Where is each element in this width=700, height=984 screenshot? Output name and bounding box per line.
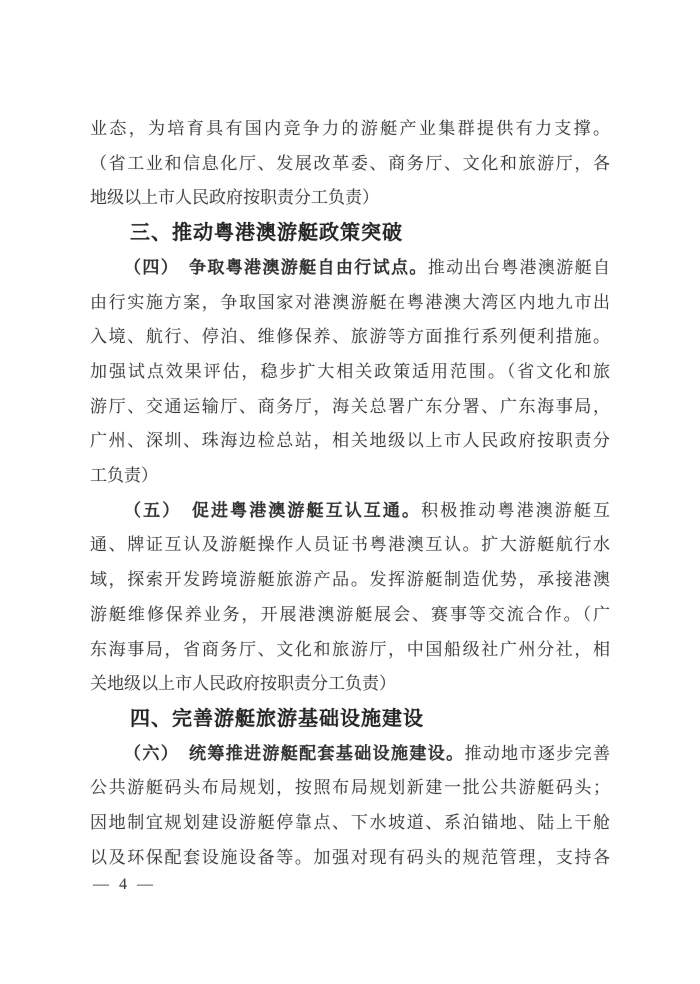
body-text: 公共游艇码头布局规划，按照布局规划新建一批公共游艇码头；	[90, 778, 610, 798]
text-line	[90, 320, 610, 355]
text-line	[90, 667, 610, 702]
lead-emphasis-text: （五） 促进粤港澳游艇互认互通。	[124, 500, 422, 520]
body-text: （省工业和信息化厅、发展改革委、商务厅、文化和旅游厅，各	[90, 153, 610, 173]
section-heading: 四、完善游艇旅游基础设施建设	[130, 707, 424, 730]
body-text: 工负责）	[90, 466, 158, 486]
text-line	[90, 390, 610, 425]
body-text: 由行实施方案，争取国家对港澳游艇在粤港澳大湾区内地九市出	[90, 292, 610, 312]
body-text: 游艇维修保养业务，开展港澳游艇展会、赛事等交流合作。（广	[90, 604, 610, 624]
body-text: 域，探索开发跨境游艇旅游产品。发挥游艇制造优势，承接港澳	[90, 570, 610, 590]
text-line	[90, 633, 610, 668]
text-line	[90, 806, 610, 841]
text-line	[90, 147, 610, 182]
body-text: 关地级以上市人民政府按职责分工负责）	[90, 674, 396, 694]
body-text: 地级以上市人民政府按职责分工负责）	[90, 188, 379, 208]
body-text: 以及环保配套设施设备等。加强对现有码头的规范管理，支持各	[90, 847, 610, 867]
body-text: 因地制宜规划建设游艇停靠点、下水坡道、系泊锚地、陆上干舱	[90, 813, 610, 833]
body-text: 推动出台粤港澳游艇自	[427, 257, 611, 277]
text-line	[90, 424, 610, 459]
text-line	[90, 494, 610, 529]
text-line	[90, 112, 610, 147]
lead-emphasis-text: （四） 争取粤港澳游艇自由行试点。	[124, 257, 428, 277]
text-line	[90, 841, 610, 876]
text-line	[90, 181, 610, 216]
body-text: 积极推动粤港澳游艇互	[421, 500, 611, 520]
text-line	[90, 528, 610, 563]
body-text: 推动地市逐步完善	[464, 743, 611, 763]
text-line	[90, 737, 610, 772]
body-text: 游厅、交通运输厅、商务厅，海关总署广东分署、广东海事局，	[90, 396, 610, 416]
body-text: 加强试点效果评估，稳步扩大相关政策适用范围。（省文化和旅	[90, 361, 610, 381]
text-line	[90, 563, 610, 598]
body-text: 东海事局，省商务厅、文化和旅游厅，中国船级社广州分社，相	[90, 639, 610, 659]
document-body	[90, 112, 610, 875]
section-heading: 三、推动粤港澳游艇政策突破	[130, 222, 403, 245]
text-line	[90, 355, 610, 390]
text-line	[90, 459, 610, 494]
text-line	[90, 771, 610, 806]
body-text: 业态，为培育具有国内竞争力的游艇产业集群提供有力支撑。	[90, 119, 610, 138]
body-text: 通、牌证互认及游艇操作人员证书粤港澳互认。扩大游艇航行水	[90, 535, 610, 555]
text-line	[90, 598, 610, 633]
body-text: 入境、航行、停泊、维修保养、旅游等方面推行系列便利措施。	[90, 327, 610, 347]
text-line	[90, 286, 610, 321]
body-text: 广州、深圳、珠海边检总站，相关地级以上市人民政府按职责分	[90, 431, 610, 451]
text-line	[90, 251, 610, 286]
page-number: — 4 —	[93, 876, 156, 893]
lead-emphasis-text: （六） 统筹推进游艇配套基础设施建设。	[124, 743, 465, 763]
